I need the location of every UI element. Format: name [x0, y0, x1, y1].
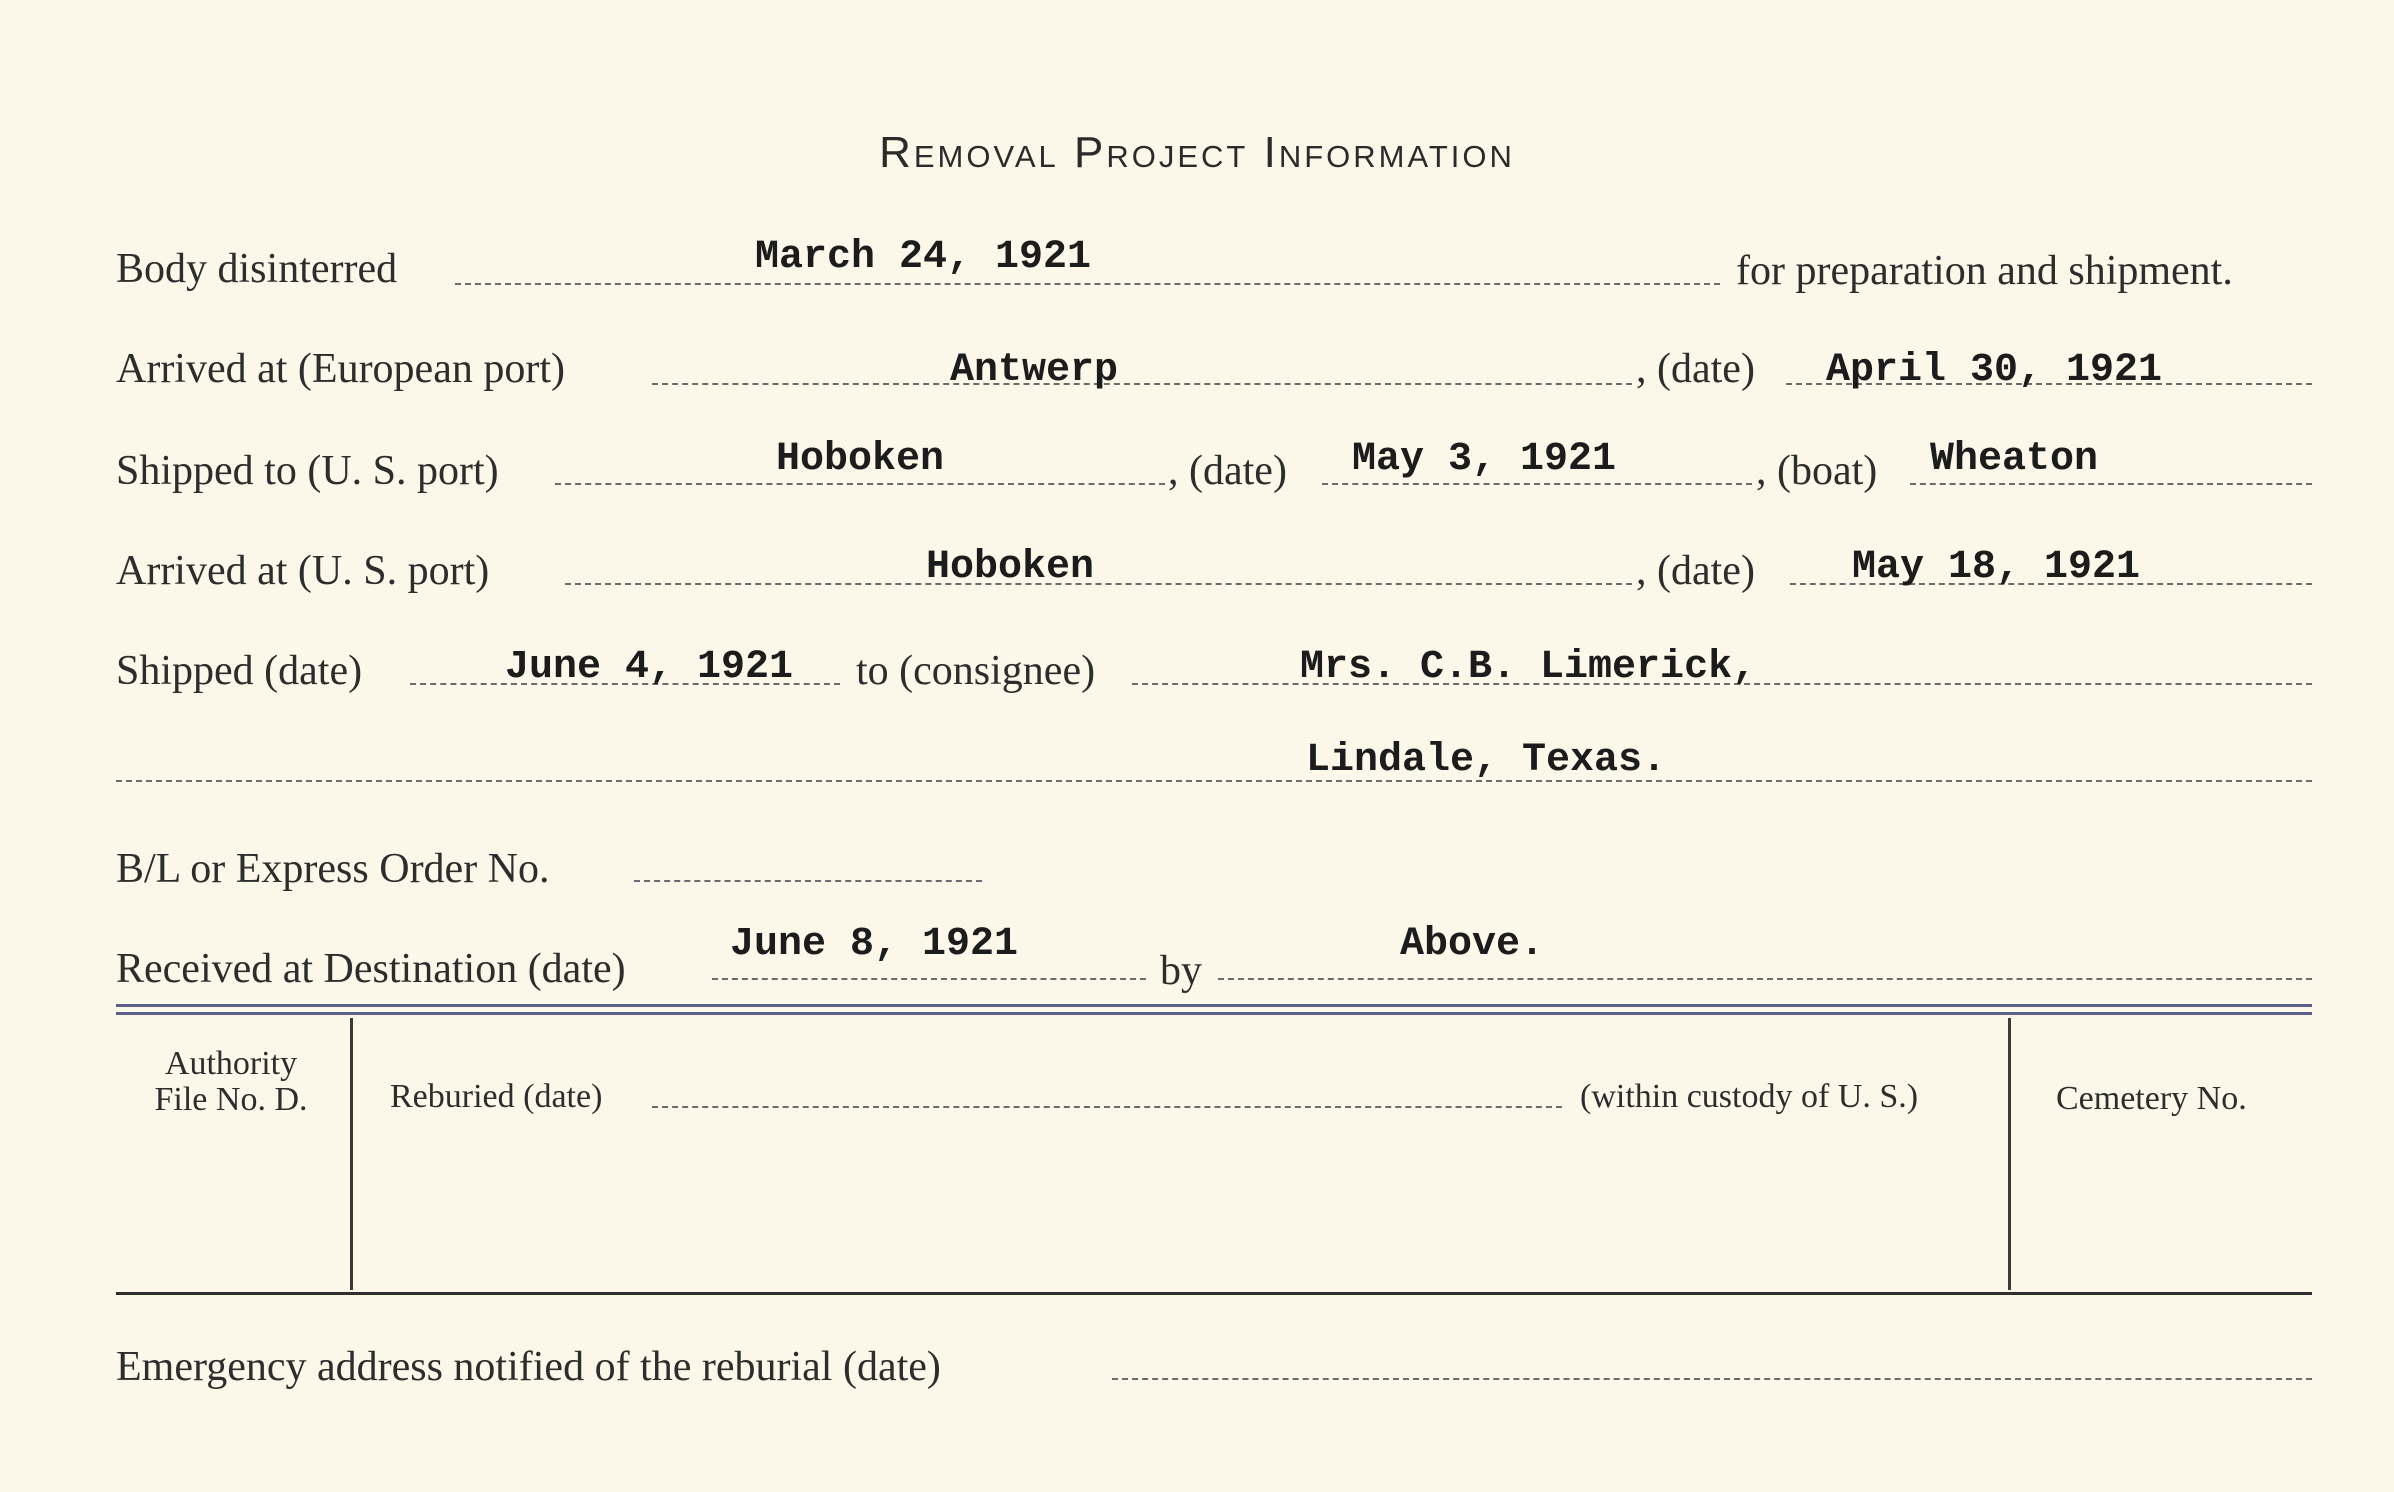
- column-divider-right: [2008, 1018, 2011, 1290]
- label-arrived-us-port: Arrived at (U. S. port): [116, 548, 490, 594]
- label-within-custody: (within custody of U. S.): [1580, 1078, 1919, 1115]
- value-consignee: Mrs. C.B. Limerick,: [1300, 645, 1757, 690]
- value-european-date: April 30, 1921: [1826, 348, 2163, 393]
- value-shipped-us-port: Hoboken: [776, 437, 945, 482]
- label-date-arrived-us: , (date): [1636, 548, 1755, 594]
- value-arrived-us-port: Hoboken: [926, 545, 1095, 590]
- label-shipped-to-us-port: Shipped to (U. S. port): [116, 448, 499, 494]
- label-for-preparation: for preparation and shipment.: [1736, 248, 2233, 294]
- label-date-european: , (date): [1636, 346, 1755, 392]
- line-european-port: [652, 383, 1632, 385]
- label-authority: Authority: [164, 1045, 298, 1082]
- label-body-disinterred: Body disinterred: [116, 246, 398, 292]
- value-arrived-us-date: May 18, 1921: [1852, 545, 2141, 590]
- value-received-by: Above.: [1400, 922, 1545, 967]
- double-rule-top: [116, 1004, 2312, 1007]
- label-authority-file: [116, 1046, 346, 1118]
- value-consignee-address: Lindale, Texas.: [1306, 738, 1667, 783]
- line-shipped-us-port: [555, 483, 1165, 485]
- value-boat: Wheaton: [1930, 437, 2099, 482]
- value-european-port: Antwerp: [950, 348, 1119, 393]
- line-consignee-address: [116, 780, 2312, 782]
- line-emergency-date: [1112, 1378, 2312, 1380]
- label-boat: , (boat): [1756, 448, 1878, 494]
- label-shipped-date: Shipped (date): [116, 648, 363, 694]
- value-consignee-date: June 4, 1921: [505, 645, 794, 690]
- card-title: Removal Project Information: [879, 128, 1515, 177]
- line-shipped-date: [1322, 483, 1752, 485]
- line-reburied-date: [652, 1106, 1562, 1108]
- line-received-by: [1218, 978, 2312, 980]
- line-boat: [1910, 483, 2312, 485]
- value-body-disinterred: March 24, 1921: [755, 235, 1092, 280]
- label-file-no: File No. D.: [154, 1081, 308, 1118]
- table-bottom-rule: [116, 1292, 2312, 1295]
- column-divider-left: [350, 1018, 353, 1290]
- label-arrived-european-port: Arrived at (European port): [116, 346, 565, 392]
- label-emergency-address: Emergency address notified of the reburial (date): [116, 1344, 941, 1390]
- label-cemetery-no: Cemetery No.: [2056, 1080, 2247, 1117]
- double-rule-bottom: [116, 1012, 2312, 1015]
- label-received-destination: Received at Destination (date): [116, 946, 626, 992]
- label-to-consignee: to (consignee): [856, 648, 1096, 694]
- value-received-date: June 8, 1921: [730, 922, 1019, 967]
- label-reburied-date: Reburied (date): [390, 1078, 603, 1115]
- label-bl-express-order: B/L or Express Order No.: [116, 846, 550, 892]
- label-date-shipped: , (date): [1168, 448, 1287, 494]
- line-arrived-us-port: [565, 583, 1632, 585]
- line-received-date: [712, 978, 1146, 980]
- line-bl-express: [634, 880, 982, 882]
- line-body-disinterred: [455, 283, 1720, 285]
- value-shipped-date: May 3, 1921: [1352, 437, 1617, 482]
- label-by: by: [1160, 948, 1202, 994]
